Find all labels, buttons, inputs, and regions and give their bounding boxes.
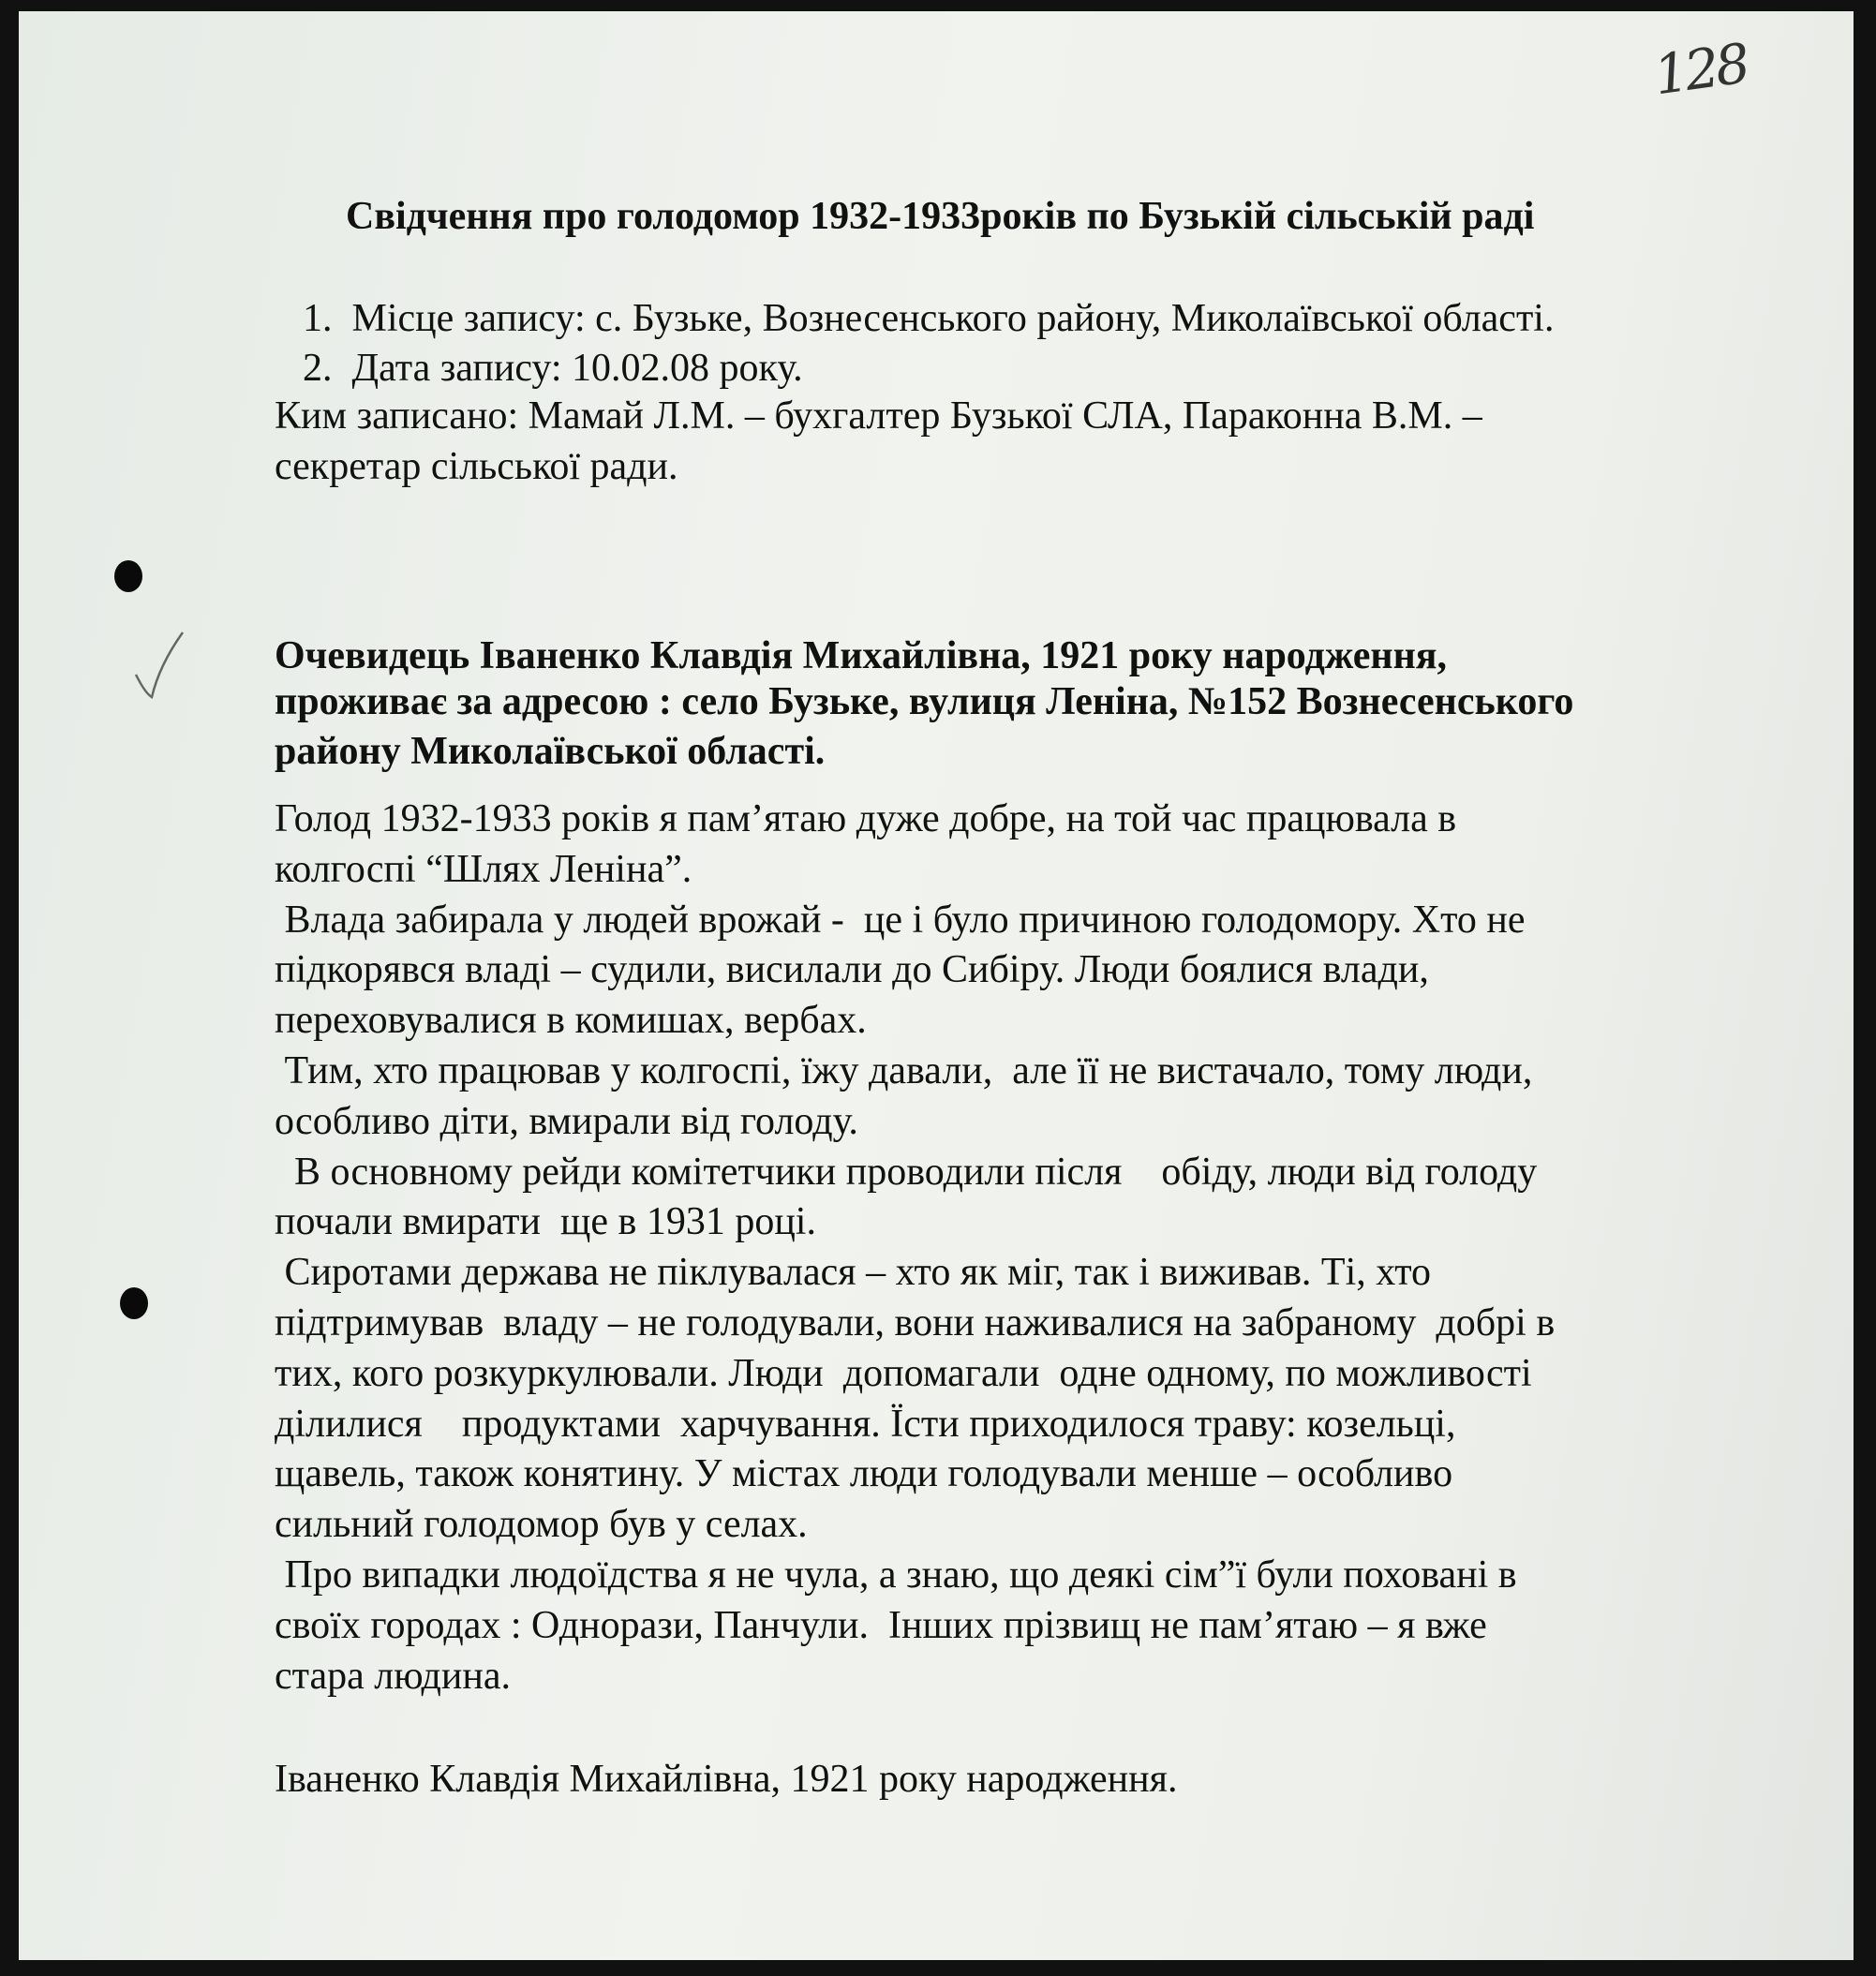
witness-line: проживає за адресою : село Бузьке, вулиця Леніна, №152 Вознесенського	[275, 680, 1574, 723]
testimony-line: підтримував владу – не голодували, вони наживалися на забраному добрі в	[275, 1301, 1556, 1345]
testimony-line: Тим, хто працював у колгоспі, їжу давали, але її не вистачало, тому люди,	[275, 1049, 1533, 1092]
testimony-line: сильний голодомор був у селах.	[275, 1503, 808, 1547]
signature-line: Іваненко Клавдія Михайлівна, 1921 року народження.	[275, 1758, 1178, 1801]
testimony-line: колгоспі “Шлях Леніна”.	[275, 847, 692, 891]
handwritten-check-icon	[131, 628, 187, 703]
testimony-line: переховувалися в комишах, вербах.	[275, 999, 867, 1043]
testimony-line: Сиротами держава не піклувалася – хто як міг, так і виживав. Ті, хто	[275, 1251, 1431, 1295]
testimony-line: почали вмирати ще в 1931 році.	[275, 1200, 816, 1244]
testimony-line: ділилися продуктами харчування. Їсти приходилося траву: козельці,	[275, 1402, 1456, 1446]
record-date: 2. Дата запису: 10.02.08 року.	[303, 347, 803, 390]
punch-hole	[114, 560, 142, 592]
recorded-by: секретар сільської ради.	[275, 445, 678, 488]
testimony-line: особливо діти, вмирали від голоду.	[275, 1099, 858, 1143]
testimony-line: В основному рейди комітетчики проводили після обіду, люди від голоду	[275, 1150, 1538, 1194]
witness-line: Очевидець Іваненко Клавдія Михайлівна, 1921 року народження,	[275, 634, 1447, 677]
handwritten-page-number: 128	[1649, 31, 1750, 108]
witness-line: району Миколаївської області.	[275, 730, 826, 773]
testimony-line: тих, кого розкуркулювали. Люди допомагали одне одному, по можливості	[275, 1351, 1532, 1395]
testimony-line: стара людина.	[275, 1654, 511, 1698]
document-title: Свідчення про голодомор 1932-1933років по Бузькій сільській раді	[346, 195, 1535, 238]
testimony-line: Про випадки людоїдства я не чула, а знаю, що деякі сім”ї були поховані в	[275, 1553, 1517, 1597]
testimony-line: підкорявся владі – судили, висилали до Сибіру. Люди боялися влади,	[275, 948, 1429, 992]
testimony-line: Голод 1932-1933 років я пам’ятаю дуже добре, на той час працювала в	[275, 797, 1457, 840]
punch-hole	[120, 1287, 148, 1319]
testimony-line: щавель, також конятину. У містах люди голодували менше – особливо	[275, 1452, 1453, 1496]
record-place: 1. Місце запису: с. Бузьке, Вознесенського району, Миколаївської області.	[303, 297, 1555, 340]
recorded-by: Ким записано: Мамай Л.М. – бухгалтер Бузької СЛА, Параконна В.М. –	[275, 394, 1482, 438]
testimony-line: своїх городах : Однорази, Панчули. Інших прізвищ не пам’ятаю – я вже	[275, 1603, 1487, 1647]
testimony-line: Влада забирала у людей врожай - це і було причиною голодомору. Хто не	[275, 898, 1526, 942]
